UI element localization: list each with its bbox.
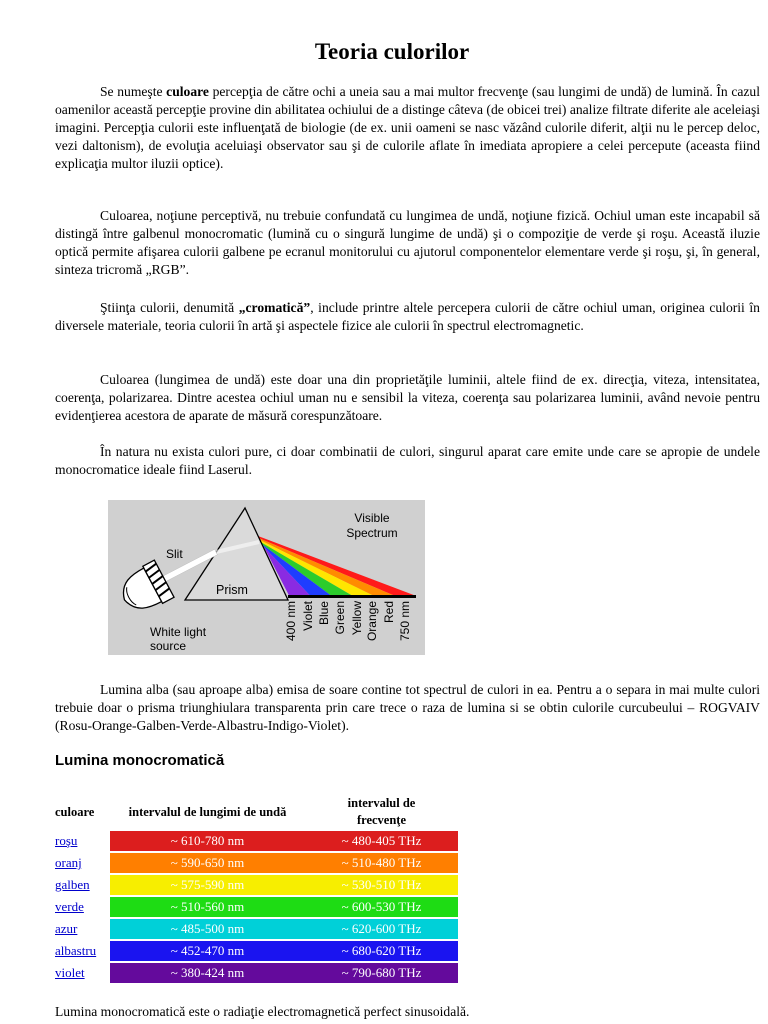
frequency-cell: ~ 510-480 THz [305, 853, 458, 875]
label-prism: Prism [216, 583, 248, 597]
table-row [55, 941, 458, 963]
wavelength-cell: ~ 380-424 nm [110, 963, 305, 985]
color-name-cell [55, 831, 110, 853]
wavelength-cell: ~ 485-500 nm [110, 919, 305, 941]
prism-diagram-svg [108, 500, 425, 655]
frequency-cell: ~ 600-530 THz [305, 897, 458, 919]
table-row [55, 963, 458, 985]
table-row [55, 897, 458, 919]
term-culoare: culoare [166, 84, 209, 99]
spectrum-screen [288, 595, 416, 598]
color-name-cell [55, 897, 110, 919]
section-heading-monochromatic: Lumina monocromatică [55, 752, 225, 769]
label-source: source [150, 639, 187, 653]
wavelength-cell: ~ 510-560 nm [110, 897, 305, 919]
color-name-cell [55, 963, 110, 985]
paragraph-1 [55, 83, 760, 173]
scale-label-violet: Violet [301, 601, 315, 631]
header-color: culoare [55, 804, 95, 819]
color-link-violet[interactable]: violet [55, 965, 85, 980]
color-link-oranj[interactable]: oranj [55, 855, 82, 870]
monochromatic-table [55, 793, 458, 985]
paragraph-2: Culoarea, noţiune perceptivă, nu trebuie confundată cu lungimea de undă, noţiune fizică. Ochiul uman este incapabil să distingă între galbenul monocromatic (lumină cu o singură lungime de undă) şi o compoziţie de verde şi roşu. Această iluzie optică permite afişarea culorii galbene pe ecranul monitorului cu ajutorul componentelor elementare verde şi roşu, şi, în general, sinteza tricromă „RGB”. [55, 208, 760, 277]
wavelength-cell: ~ 575-590 nm [110, 875, 305, 897]
header-frequency-text: intervalul de frecvenţe [347, 796, 416, 827]
color-link-rosu[interactable]: roşu [55, 833, 78, 848]
term-cromatica: „cromatică” [238, 300, 311, 315]
table-row [55, 853, 458, 875]
scale-label-400nm: 400 nm [284, 601, 298, 642]
scale-label-green: Green [333, 601, 347, 635]
color-link-azur[interactable]: azur [55, 921, 78, 936]
color-name-cell [55, 853, 110, 875]
frequency-cell: ~ 480-405 THz [305, 831, 458, 853]
label-spectrum: Spectrum [346, 526, 398, 540]
wavelength-cell: ~ 610-780 nm [110, 831, 305, 853]
label-visible: Visible [354, 511, 390, 525]
header-frequency [305, 793, 458, 831]
frequency-cell: ~ 680-620 THz [305, 941, 458, 963]
color-link-verde[interactable]: verde [55, 899, 84, 914]
paragraph-3-text-b: , include printre altele percepera culorii de către ochiul uman, originea culorii în diversele materiale, teoria culorii în artă şi aspectele fizice ale culorii în spectrul electromagnetic. [55, 300, 760, 333]
header-wavelength: intervalul de lungimi de undă [128, 804, 287, 819]
color-link-albastru[interactable]: albastru [55, 943, 97, 958]
paragraph-3 [55, 299, 760, 335]
color-name-cell [55, 875, 110, 897]
frequency-cell: ~ 530-510 THz [305, 875, 458, 897]
scale-label-orange: Orange [365, 601, 379, 642]
color-name-cell [55, 941, 110, 963]
label-slit: Slit [166, 547, 183, 561]
frequency-cell: ~ 790-680 THz [305, 963, 458, 985]
wavelength-cell: ~ 452-470 nm [110, 941, 305, 963]
paragraph-1-text-a: Se numeşte [100, 84, 167, 99]
paragraph-3-text-a: Ştiinţa culorii, denumită [100, 300, 239, 315]
paragraph-1-text-b: percepţia de către ochi a uneia sau a mai multor frecvenţe (sau lungimi de undă) de lumină. În cazul oamenilor această percepţie provine din abilitatea ochiului de a distinge câteva (de obicei trei) analize filtrate diferite ale aceleiaşi imagini. Percepţia culorii este influenţată de biologie (de ex. unii oameni se nasc văzând culorile diferit, alţii nu le percep deloc, vezi daltonism), de evoluţia aceluiaşi observator sau şi de culorile aflate în imediata apropiere a celei percepute (aceasta fiind explicaţia multor iluzii optice). [55, 84, 761, 171]
prism-spectrum-diagram [108, 500, 425, 655]
wavelength-cell: ~ 590-650 nm [110, 853, 305, 875]
paragraph-4: Culoarea (lungimea de undă) este doar una din proprietăţile luminii, altele fiind de ex. direcţia, viteza, intensitatea, coerenţa, polarizarea. Dintre acestea ochiul uman nu e sensibil la viteza, coerenţa sau polarizarea luminii, având nevoie pentru evidenţierea acestora de aparate de măsură corespunzătoare. [55, 372, 760, 423]
scale-label-750nm: 750 nm [398, 601, 412, 642]
scale-label-yellow: Yellow [350, 601, 364, 636]
paragraph-6: Lumina alba (sau aproape alba) emisa de soare contine tot spectrul de culori in ea. Pentru a o separa in mai multe culori trebuie doar o prisma triunghiulara transparenta prin care trece o raza de lumina si se obtin culorile curcubeului – ROGVAIV (Rosu-Orange-Galben-Verde-Albastru-Indigo-Violet). [55, 682, 760, 733]
scale-label-blue: Blue [317, 601, 331, 626]
page-title: Teoria culorilor [314, 39, 470, 64]
frequency-cell: ~ 620-600 THz [305, 919, 458, 941]
label-white-light: White light [150, 625, 207, 639]
color-name-cell [55, 919, 110, 941]
table-row [55, 831, 458, 853]
table-row [55, 875, 458, 897]
color-link-galben[interactable]: galben [55, 877, 90, 892]
closing-sentence: Lumina monocromatică este o radiaţie electromagnetică perfect sinusoidală. [55, 1004, 470, 1019]
table-header-row [55, 793, 458, 831]
paragraph-5: În natura nu exista culori pure, ci doar combinatii de culori, singurul aparat care emite unde care se apropie de undele monocromatice ideale fiind Laserul. [55, 444, 760, 477]
table-row [55, 919, 458, 941]
scale-label-red: Red [382, 601, 396, 624]
